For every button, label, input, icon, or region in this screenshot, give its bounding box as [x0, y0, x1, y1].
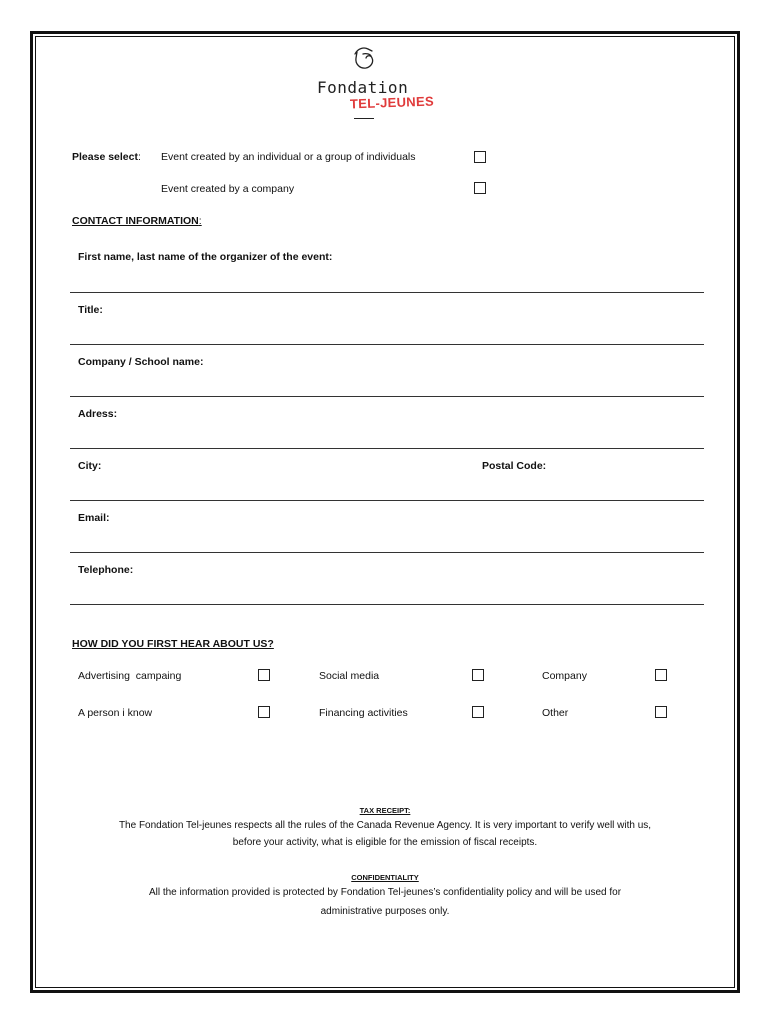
- financing-checkbox[interactable]: [472, 706, 484, 718]
- telephone-label: Telephone:: [78, 564, 134, 576]
- company-source-label: Company: [542, 670, 587, 682]
- person-checkbox[interactable]: [258, 706, 270, 718]
- city-field-line[interactable]: [70, 500, 704, 501]
- social-media-label: Social media: [319, 670, 380, 682]
- address-label: Adress:: [78, 408, 118, 420]
- title-label: Title:: [78, 304, 103, 316]
- social-media-checkbox[interactable]: [472, 669, 484, 681]
- confidentiality-heading: CONFIDENTIALITY: [351, 873, 419, 882]
- other-label: Other: [542, 707, 569, 719]
- company-source-checkbox[interactable]: [655, 669, 667, 681]
- title-field-line[interactable]: [70, 344, 704, 345]
- postal-code-label: Postal Code:: [482, 460, 547, 472]
- company-field-line[interactable]: [70, 396, 704, 397]
- advertising-label: Advertising campaing: [78, 670, 182, 682]
- address-field-line[interactable]: [70, 448, 704, 449]
- tax-receipt-line-1: The Fondation Tel-jeunes respects all the rules of the Canada Revenue Agency. It is very important to verify well with us,: [118, 820, 652, 831]
- hear-heading: HOW DID YOU FIRST HEAR ABOUT US?: [72, 638, 274, 650]
- advertising-checkbox[interactable]: [258, 669, 270, 681]
- company-label: Company / School name:: [78, 356, 204, 368]
- individual-checkbox[interactable]: [474, 151, 486, 163]
- financing-label: Financing activities: [319, 707, 408, 719]
- confidentiality-line-1: All the information provided is protected by Fondation Tel-jeunes’s confidentiality policy and will be used for: [148, 887, 622, 898]
- logo-wordmark: Fondation: [317, 78, 409, 97]
- company-event-checkbox[interactable]: [474, 182, 486, 194]
- city-label: City:: [78, 460, 102, 472]
- other-checkbox[interactable]: [655, 706, 667, 718]
- email-field-line[interactable]: [70, 552, 704, 553]
- tax-receipt-line-2: before your activity, what is eligible for the emission of fiscal receipts.: [232, 837, 538, 848]
- organizer-field-line[interactable]: [70, 292, 704, 293]
- logo-underline: [354, 118, 374, 119]
- telephone-field-line[interactable]: [70, 604, 704, 605]
- please-select-label: Please select:: [72, 151, 141, 163]
- option-individual-label: Event created by an individual or a group of individuals: [161, 151, 416, 163]
- email-label: Email:: [78, 512, 110, 524]
- confidentiality-line-2: administrative purposes only.: [320, 906, 450, 917]
- contact-heading: CONTACT INFORMATION:: [72, 215, 202, 227]
- option-company-label: Event created by a company: [161, 183, 295, 195]
- organizer-label: First name, last name of the organizer of the event:: [78, 251, 333, 263]
- logo-subtitle: TEL-JEUNES: [349, 93, 435, 112]
- person-label: A person i know: [78, 707, 153, 719]
- tax-receipt-heading: TAX RECEIPT:: [359, 806, 411, 815]
- hand-logo-icon: [352, 44, 378, 79]
